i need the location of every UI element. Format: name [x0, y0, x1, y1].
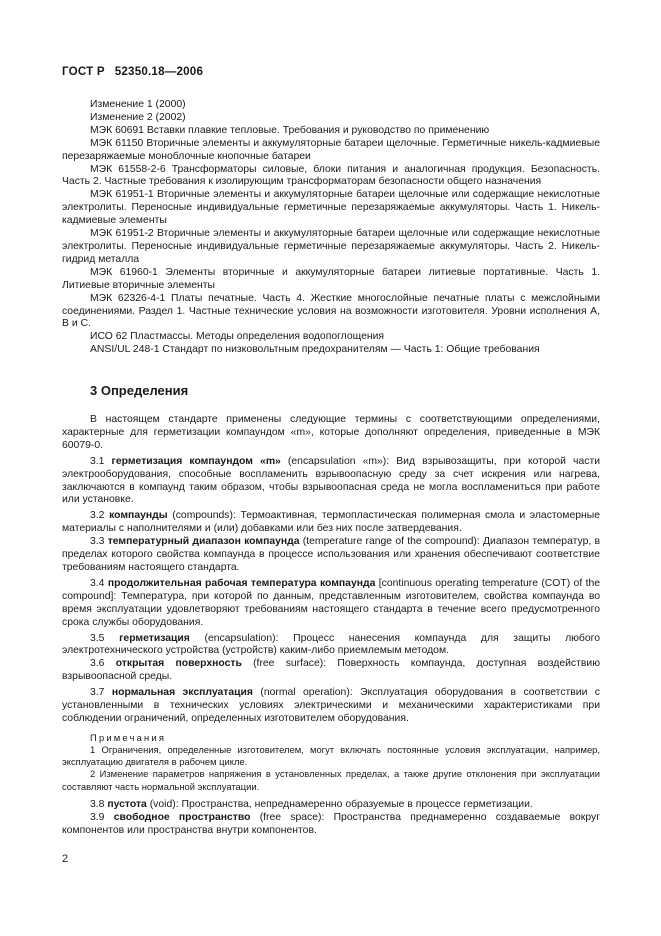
notes-heading: Примечания — [90, 731, 167, 743]
definition-term: температурный диапазон компаунда — [107, 536, 300, 548]
reference-item: ИСО 62 Пластмассы. Методы определения водопоглощения — [90, 331, 385, 343]
definition-3-3 — [62, 536, 600, 575]
definition-3-9 — [62, 812, 600, 838]
page-number: 2 — [62, 853, 69, 865]
definition-text: (temperature range of the compound): Диапазон температур, в пределах которого свойства компаунда в процессе использования или хранения обеспечивают соответствие требованиям настоящего стандарта. — [62, 536, 600, 573]
standard-label: ГОСТ Р — [62, 65, 105, 78]
definition-term: герметизация — [119, 632, 190, 644]
note-item: 2 Изменение параметров напряжения в установленных пределах, а также другие отклонения при эксплуатации составляют часть нормальной эксплуатации. — [62, 768, 600, 792]
definition-text: (free space): Пространства преднамеренно создаваемые вокруг компонентов или пространства внутри компонентов. — [62, 811, 600, 836]
definition-3-8 — [62, 799, 600, 812]
definition-text: (free surface): Поверхность компаунда, доступная воздействию взрывоопасной среды. — [62, 658, 600, 683]
definition-term: продолжительная рабочая температура компаунда — [107, 577, 376, 589]
definition-number: 3.6 — [90, 658, 105, 670]
definition-term: герметизация компаундом «m» — [111, 455, 281, 467]
definition-number: 3.8 — [90, 798, 105, 810]
definition-number: 3.2 — [90, 510, 105, 522]
intro-paragraph: В настоящем стандарте применены следующие термины с соответствующими определениями, характерные для герметизации компаундом «m», которые дополняют определения, приведенные в МЭК 60079-0. — [62, 414, 600, 451]
definition-text: (compounds): Термоактивная, термопластическая полимерная смола и эластомерные материалы с наполнителями и (или) добавками или без них после затвердевания. — [62, 510, 600, 535]
definition-text: (encapsulation): Процесс нанесения компаунда для защиты любого электротехнического устройства (устройств) каким-либо приемлемым методом. — [62, 632, 601, 657]
standard-number: 52350.18—2006 — [114, 65, 204, 78]
definition-term: пустота — [107, 798, 147, 810]
definitions-body — [62, 414, 600, 838]
notes-block — [62, 732, 600, 793]
reference-item: МЭК 61558-2-6 Трансформаторы силовые, блоки питания и аналогичная продукция. Безопасность. Часть 2. Частные требования к изолирующим трансформаторам безопасности общего назначения — [62, 163, 600, 188]
reference-item: МЭК 61150 Вторичные элементы и аккумуляторные батареи щелочные. Герметичные никель-кадмиевые перезаряжаемые моноблочные кнопочные батареи — [62, 137, 600, 162]
document-header — [62, 66, 203, 79]
section-title: 3 Определения — [90, 383, 189, 398]
definition-term: нормальная эксплуатация — [111, 687, 253, 699]
reference-item: ANSI/UL 248-1 Стандарт по низковольтным предохранителям — Часть 1: Общие требования — [90, 344, 540, 356]
reference-item: Изменение 2 (2002) — [90, 111, 186, 123]
definition-text: [continuous operating temperature (COT) of the compound]: Температура, при которой по данным, представленным изготовителем, свойства компаунда во время эксплуатации удовлетворяют требованиям настоящего стандарта в течение всего предусмотренного срока службы оборудования. — [62, 577, 601, 628]
definition-term: свободное пространство — [113, 811, 251, 823]
reference-item: МЭК 61960-1 Элементы вторичные и аккумуляторные батареи литиевые портативные. Часть 1. Литиевые вторичные элементы — [62, 266, 600, 291]
definition-number: 3.1 — [90, 455, 105, 467]
definition-text: (encapsulation «m»): Вид взрывозащиты, при которой части электрооборудования, способные воспламенить взрывоопасную среду за счет искрения или нагрева, заключаются в компаунд таким образом, чтобы взрывоопасная среда не могла воспламениться при работе или установке. — [62, 455, 601, 506]
definition-3-7 — [62, 687, 600, 726]
definition-3-4 — [62, 578, 600, 630]
references-list — [62, 99, 600, 357]
definition-term: открытая поверхность — [115, 658, 242, 670]
reference-item: МЭК 61951-2 Вторичные элементы и аккумуляторные батареи щелочные или содержащие некислотные электролиты. Переносные индивидуальные герметичные перезаряжаемые аккумуляторы. Часть 2. Никель-гидрид металла — [62, 228, 600, 265]
definition-3-6 — [62, 658, 600, 684]
definition-number: 3.9 — [90, 811, 105, 823]
definition-number: 3.3 — [90, 536, 105, 548]
definition-term: компаунды — [109, 510, 168, 522]
definition-3-5 — [62, 633, 600, 659]
definition-text: (void): Пространства, непреднамеренно образуемые в процессе герметизации. — [146, 798, 533, 810]
reference-item: МЭК 61951-1 Вторичные элементы и аккумуляторные батареи щелочные или содержащие некислотные электролиты. Переносные индивидуальные герметичные перезаряжаемые аккумуляторы. Часть 1. Никель-кадмиевые элементы — [62, 189, 600, 227]
definition-3-1 — [62, 456, 600, 508]
definition-text: (normal operation): Эксплуатация оборудования в соответствии с установленными в технических условиях электрическими и механическими характеристиками при соблюдении ограничений, определенных изготовителем оборудования. — [62, 687, 600, 724]
definition-number: 3.4 — [90, 577, 105, 589]
reference-item: МЭК 60691 Вставки плавкие тепловые. Требования и руководство по применению — [90, 124, 490, 136]
definition-3-2 — [62, 510, 600, 536]
definition-number: 3.7 — [90, 687, 105, 699]
definition-number: 3.5 — [90, 632, 105, 644]
reference-item: МЭК 62326-4-1 Платы печатные. Часть 4. Жесткие многослойные печатные платы с межслойными соединениями. Раздел 1. Частные технические условия на возможности изготовителя. Уровни исполнения А, В и С. — [62, 292, 600, 330]
note-item: 1 Ограничения, определенные изготовителем, могут включать постоянные условия эксплуатации, например, эксплуатацию двигателя в рабочем цикле. — [62, 744, 600, 768]
reference-item: Изменение 1 (2000) — [90, 99, 186, 110]
